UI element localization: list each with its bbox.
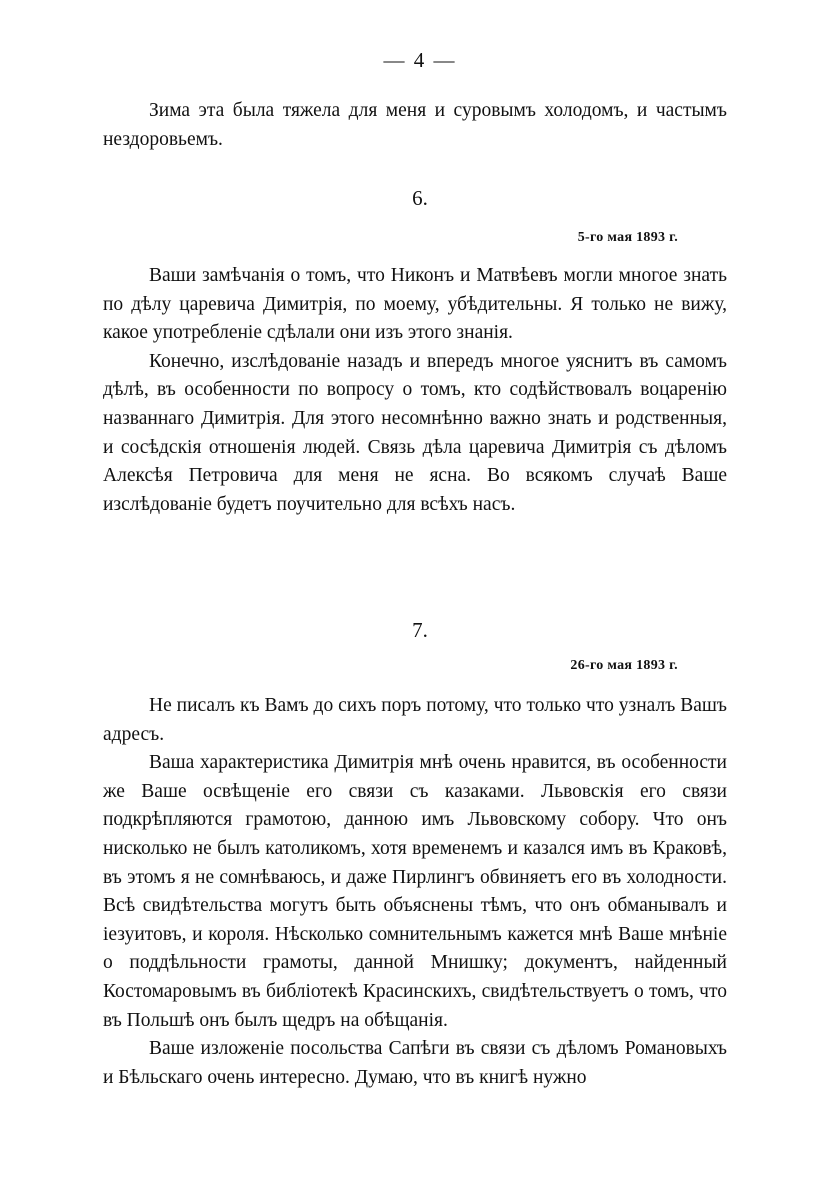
letter-6-number: 6.: [412, 186, 428, 210]
intro-text: [103, 97, 727, 154]
paragraph: Не писалъ къ Вамъ до сихъ поръ потому, что только что узналъ Вашъ адресъ.: [103, 695, 727, 745]
letter-7-body: [103, 692, 727, 1092]
paragraph: Ваше изложеніе посольства Сапѣги въ связи съ дѣломъ Романовыхъ и Бѣльскаго очень интересно. Думаю, что въ книгѣ нужно: [103, 1038, 727, 1088]
letter-6-body: [103, 262, 727, 519]
paragraph: Конечно, изслѣдованіе назадъ и впередъ многое уяснитъ въ самомъ дѣлѣ, въ особенности по вопросу о томъ, кто содѣйствовалъ воцаренію названнаго Димитрія. Для этого несомнѣнно важно знать и родственныя, и сосѣдскія отношенія людей. Связь дѣла царевича Димитрія съ дѣломъ Алексѣя Петровича для меня не ясна. Во всякомъ случаѣ Ваше изслѣдованіе будетъ поучительно для всѣхъ насъ.: [103, 350, 727, 515]
paragraph: Ваша характеристика Димитрія мнѣ очень нравится, въ особенности же Ваше освѣщеніе его связи съ казаками. Львовскія его связи подкрѣпляются грамотою, данною имъ Львовскому собору. Что онъ нисколько не былъ католикомъ, хотя временемъ и казался имъ въ Краковѣ, въ этомъ я не сомнѣваюсь, и даже Пирлингъ обвиняетъ его въ холодности. Всѣ свидѣтельства могутъ быть объяснены тѣмъ, что онъ обманывалъ и іезуитовъ, и короля. Нѣсколько сомнительнымъ кажется мнѣ Ваше мнѣніе о поддѣльности грамоты, данной Мнишку; документъ, найденный Костомаровымъ въ библіотекѣ Красинскихъ, свидѣтельствуетъ о томъ, что въ Польшѣ онъ былъ щедръ на обѣщанія.: [103, 752, 727, 1031]
paragraph: Зима эта была тяжела для меня и суровымъ холодомъ, и частымъ нездоровьемъ.: [103, 100, 727, 150]
paragraph: Ваши замѣчанія о томъ, что Никонъ и Матвѣевъ могли многое знать по дѣлу царевича Димитрія, по моему, убѣдительны. Я только не вижу, какое употребленіе сдѣлали они изъ этого знанія.: [103, 265, 727, 344]
page-number: — 4 —: [383, 48, 457, 72]
letter-7-number: 7.: [412, 618, 428, 642]
letter-6-date: 5-го мая 1893 г.: [577, 230, 678, 245]
letter-7-date: 26-го мая 1893 г.: [570, 658, 678, 673]
